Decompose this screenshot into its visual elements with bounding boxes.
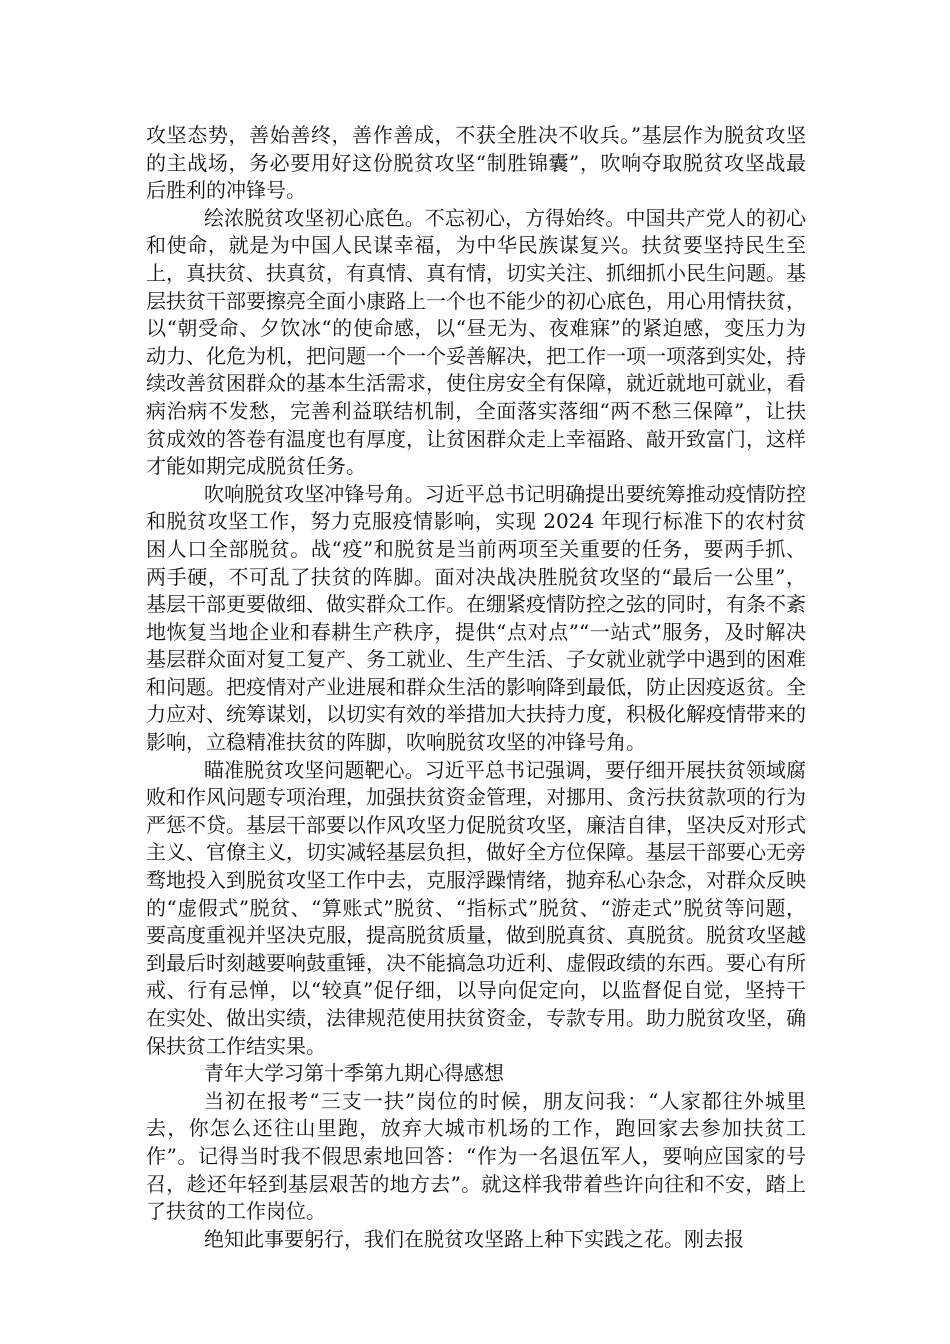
section-heading: 青年大学习第十季第九期心得感想	[204, 1061, 504, 1086]
document-body	[146, 122, 806, 1253]
paragraph-1: 攻坚态势，善始善终，善作善成，不获全胜决不收兵。”基层作为脱贫攻坚的主战场，务必要用好这份脱贫攻坚“制胜锦囊”，吹响夺取脱贫攻坚战最后胜利的冲锋号。	[146, 123, 806, 203]
paragraph-6: 绝知此事要躬行，我们在脱贫攻坚路上种下实践之花。刚去报	[204, 1226, 744, 1251]
paragraph-5: 当初在报考“三支一扶”岗位的时候，朋友问我：“人家都往外城里去，你怎么还往山里跑，放弃大城市机场的工作，跑回家去参加扶贫工作”。记得当时我不假思索地回答：“作为一名退伍军人，要响应国家的号召，趁还年轻到基层艰苦的地方去”。就这样我带着些许向往和不安，踏上了扶贫的工作岗位。	[146, 1088, 806, 1224]
paragraph-2: 绘浓脱贫攻坚初心底色。不忘初心，方得始终。中国共产党人的初心和使命，就是为中国人民谋幸福，为中华民族谋复兴。扶贫要坚持民生至上，真扶贫、扶真贫，有真情、真有情，切实关注、抓细抓小民生问题。基层扶贫干部要擦亮全面小康路上一个也不能少的初心底色，用心用情扶贫，以“朝受命、夕饮冰“的使命感，以“昼无为、夜难寐”的紧迫感，变压力为动力、化危为机，把问题一个一个妥善解决，把工作一项一项落到实处，持续改善贫困群众的基本生活需求，使住房安全有保障，就近就地可就业，看病治病不发愁，完善利益联结机制，全面落实落细“两不愁三保障”，让扶贫成效的答卷有温度也有厚度，让贫困群众走上幸福路、敲开致富门，这样才能如期完成脱贫任务。	[146, 205, 806, 479]
paragraph-4: 瞄准脱贫攻坚问题靶心。习近平总书记强调，要仔细开展扶贫领域腐败和作风问题专项治理，加强扶贫资金管理，对挪用、贪污扶贫款项的行为严惩不贷。基层干部要以作风攻坚力促脱贫攻坚，廉洁自律，坚决反对形式主义、官僚主义，切实减轻基层负担，做好全方位保障。基层干部要心无旁骛地投入到脱贫攻坚工作中去，克服浮躁情绪，抛弃私心杂念，对群众反映的“虚假式”脱贫、“算账式”脱贫、“指标式”脱贫、“游走式”脱贫等问题，要高度重视并坚决克服，提高脱贫质量，做到脱真贫、真脱贫。脱贫攻坚越到最后时刻越要响鼓重锤，决不能搞急功近利、虚假政绩的东西。要心有所戒、行有忌惮，以“较真”促仔细，以导向促定向，以监督促自觉，坚持干在实处、做出实绩，法律规范使用扶贫资金，专款专用。助力脱贫攻坚，确保扶贫工作结实果。	[146, 757, 806, 1058]
paragraph-3: 吹响脱贫攻坚冲锋号角。习近平总书记明确提出要统筹推动疫情防控和脱贫攻坚工作，努力克服疫情影响，实现 2024 年现行标准下的农村贫困人口全部脱贫。战“疫”和脱贫是当前两项至关重要的任务，要两手抓、两手硬，不可乱了扶贫的阵脚。面对决战决胜脱贫攻坚的“最后一公里”，基层干部更要做细、做实群众工作。在绷紧疫情防控之弦的同时，有条不紊地恢复当地企业和春耕生产秩序，提供“点对点”“一站式”服务，及时解决基层群众面对复工复产、务工就业、生产生活、子女就业就学中遇到的困难和问题。把疫情对产业进展和群众生活的影响降到最低，防止因疫返贫。全力应对、统筹谋划，以切实有效的举措加大扶持力度，积极化解疫情带来的影响，立稳精准扶贫的阵脚，吹响脱贫攻坚的冲锋号角。	[146, 481, 806, 755]
